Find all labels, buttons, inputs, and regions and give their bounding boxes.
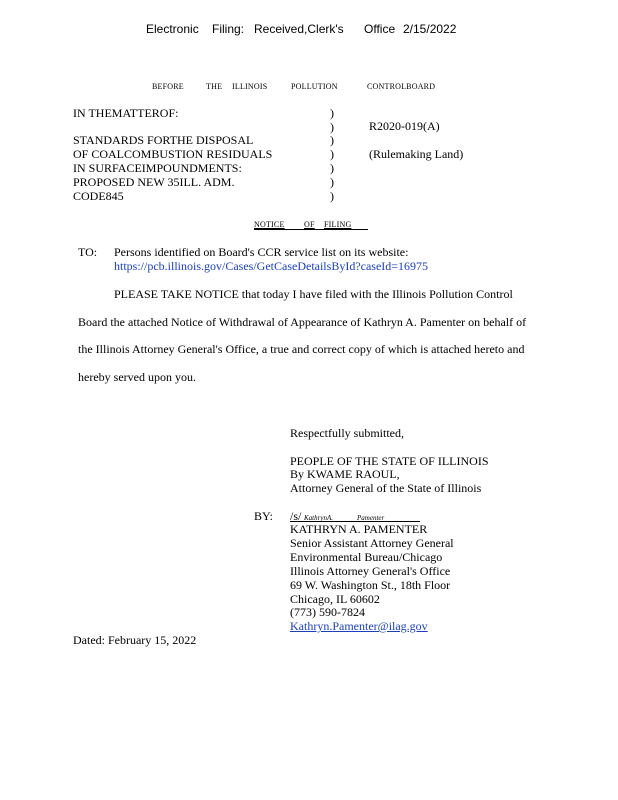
signer-title-line: Senior Assistant Attorney General [290, 536, 454, 550]
to-text: Persons identified on Board's CCR service list on its website: [114, 245, 409, 259]
dated-line: Dated: February 15, 2022 [73, 633, 197, 647]
board-heading-before: BEFORE [152, 82, 184, 91]
signer-title-line: Environmental Bureau/Chicago [290, 550, 443, 564]
notice-heading-of: OF [304, 220, 315, 229]
header-filing: Filing: [212, 22, 245, 36]
party-line: By KWAME RAOUL, [290, 467, 400, 481]
caption-line: PROPOSED NEW 35ILL. ADM. [73, 175, 235, 189]
body-line: the Illinois Attorney General's Office, a true and correct copy of which is attached hereto and [78, 342, 525, 356]
board-heading-illinois: ILLINOIS [232, 82, 268, 91]
board-heading-control-board: CONTROLBOARD [367, 82, 436, 91]
caption-line: CODE845 [73, 189, 124, 203]
caption-matter-line: IN THEMATTEROF: [73, 106, 179, 120]
signer-title-line: Illinois Attorney General's Office [290, 564, 451, 578]
caption-line: IN SURFACEIMPOUNDMENTS: [73, 161, 242, 175]
paren: ) [330, 161, 334, 175]
header-date: 2/15/2022 [403, 22, 457, 36]
caption-line: STANDARDS FORTHE DISPOSAL [73, 133, 254, 147]
paren: ) [330, 106, 334, 120]
signer-name: KATHRYN A. PAMENTER [290, 522, 428, 536]
header-electronic: Electronic [146, 22, 199, 36]
signature-first: KathrynA. [304, 514, 333, 522]
signer-phone: (773) 590-7824 [290, 605, 365, 619]
paren: ) [330, 120, 334, 134]
body-line: Board the attached Notice of Withdrawal of Appearance of Kathryn A. Pamenter on behalf of [78, 315, 527, 329]
notice-heading-filing: FILING [324, 220, 352, 229]
header-received: Received,Clerk's [254, 22, 344, 36]
body-line: hereby served upon you. [78, 370, 196, 384]
paren: ) [330, 133, 334, 147]
notice-heading-underline [254, 229, 368, 230]
paren: ) [330, 147, 334, 161]
caption-line: OF COALCOMBUSTION RESIDUALS [73, 147, 273, 161]
header-office: Office [364, 22, 396, 36]
to-label: TO: [78, 245, 98, 259]
docket-number: R2020-019(A) [369, 119, 440, 133]
rulemaking-label: (Rulemaking Land) [369, 147, 464, 161]
notice-heading-notice: NOTICE [254, 220, 285, 229]
signer-email-link[interactable]: Kathryn.Pamenter@ilag.gov [290, 619, 428, 633]
closing-text: Respectfully submitted, [290, 426, 404, 440]
signature-prefix: /s/ [290, 509, 302, 523]
paren: ) [330, 175, 334, 189]
party-line: PEOPLE OF THE STATE OF ILLINOIS [290, 454, 489, 468]
by-label: BY: [254, 509, 273, 523]
paren: ) [330, 189, 334, 203]
party-line: Attorney General of the State of Illinois [290, 481, 482, 495]
board-heading-the: THE [206, 82, 223, 91]
signature-last: Pamenter [357, 514, 385, 522]
board-heading-pollution: POLLUTION [291, 82, 338, 91]
signer-title-line: Chicago, IL 60602 [290, 592, 380, 606]
signer-title-line: 69 W. Washington St., 18th Floor [290, 578, 451, 592]
service-list-link[interactable]: https://pcb.illinois.gov/Cases/GetCaseDetailsById?caseId=16975 [114, 259, 429, 273]
body-line: PLEASE TAKE NOTICE that today I have filed with the Illinois Pollution Control [114, 287, 513, 301]
